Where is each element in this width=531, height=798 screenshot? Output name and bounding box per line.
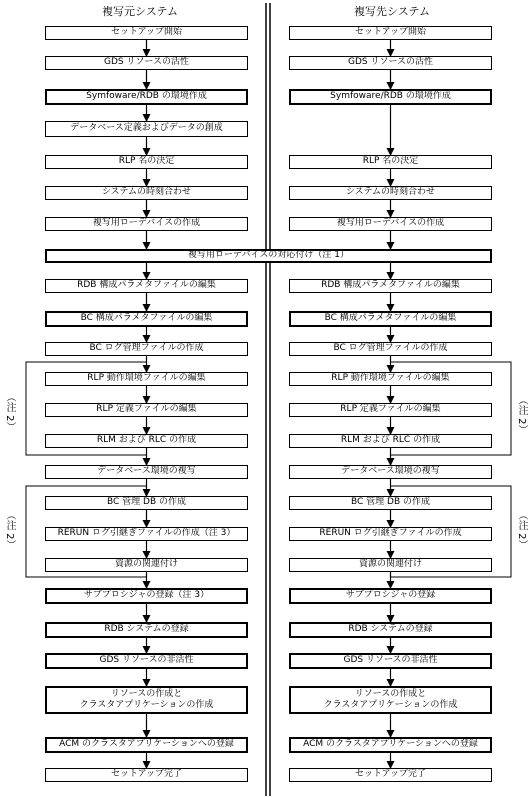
step-s17-source: RERUN ログ引継ぎファイルの作成（注 3） <box>45 527 248 541</box>
step-s18-source: 資源の関連付け <box>45 558 248 572</box>
step-s20-source: RDB システムの登録 <box>45 622 248 638</box>
step-s13-target: RLP 定義ファイルの編集 <box>289 403 492 417</box>
step-s6-target: システムの時刻合わせ <box>289 186 492 200</box>
step-s23-source: ACM のクラスタアプリケーションへの登録 <box>45 737 248 753</box>
step-s6-source: システムの時刻合わせ <box>45 186 248 200</box>
step-s14-source: RLM および RLC の作成 <box>45 434 248 448</box>
note-2-label-right-upper: （注 2） <box>516 395 527 435</box>
step-s17-target: RERUN ログ引継ぎファイルの作成 <box>289 527 492 541</box>
step-s2-source: GDS リソースの活性 <box>45 56 248 70</box>
step-s3-source: Symfoware/RDB の環境作成 <box>45 89 248 105</box>
step-s11-target: BC ログ管理ファイルの作成 <box>289 342 492 356</box>
step-s7-target: 複写用ローデバイスの作成 <box>289 217 492 231</box>
step-s9-target: RDB 構成パラメタファイルの編集 <box>289 279 492 293</box>
step-s12-target: RLP 動作環境ファイルの編集 <box>289 372 492 386</box>
step-s4-source: データベース定義およびデータの創成 <box>45 121 248 137</box>
step-s23-target: ACM のクラスタアプリケーションへの登録 <box>289 737 492 753</box>
step-s1-source: セットアップ開始 <box>45 26 248 40</box>
step-s15-target: データベース環境の複写 <box>289 465 492 479</box>
target-system-header: 複写先システム <box>354 5 430 18</box>
step-s2-target: GDS リソースの活性 <box>289 56 492 70</box>
step-s16-target: BC 管理 DB の作成 <box>289 496 492 510</box>
step-s21-source: GDS リソースの非活性 <box>45 653 248 669</box>
step-s18-target: 資源の関連付け <box>289 558 492 572</box>
source-system-header: 複写元システム <box>102 5 178 18</box>
system-divider <box>266 3 270 796</box>
step-s5-target: RLP 名の決定 <box>289 155 492 169</box>
step-s22-target: リソースの作成と クラスタアプリケーションの作成 <box>289 686 492 714</box>
step-s15-source: データベース環境の複写 <box>45 465 248 479</box>
step-s10-source: BC 構成パラメタファイルの編集 <box>45 311 248 327</box>
step-s19-target: サブプロシジャの登録 <box>289 588 492 604</box>
step-s21-target: GDS リソースの非活性 <box>289 653 492 669</box>
step-s12-source: RLP 動作環境ファイルの編集 <box>45 372 248 386</box>
step-s8-shared: 複写用ローデバイスの対応付け（注 1） <box>45 249 492 263</box>
step-s20-target: RDB システムの登録 <box>289 622 492 638</box>
step-s9-source: RDB 構成パラメタファイルの編集 <box>45 279 248 293</box>
step-s16-source: BC 管理 DB の作成 <box>45 496 248 510</box>
step-s7-source: 複写用ローデバイスの作成 <box>45 217 248 231</box>
step-s14-target: RLM および RLC の作成 <box>289 434 492 448</box>
note-2-label-left-lower: （注 2） <box>4 510 15 550</box>
note-2-label-left-upper: （注 2） <box>4 392 15 432</box>
step-s1-target: セットアップ開始 <box>289 26 492 40</box>
step-s3-target: Symfoware/RDB の環境作成 <box>289 89 492 105</box>
step-s22-source: リソースの作成と クラスタアプリケーションの作成 <box>45 686 248 714</box>
step-s10-target: BC 構成パラメタファイルの編集 <box>289 311 492 327</box>
step-s24-target: セットアップ完了 <box>289 768 492 782</box>
note-2-label-right-lower: （注 2） <box>516 510 527 550</box>
step-s11-source: BC ログ管理ファイルの作成 <box>45 342 248 356</box>
step-s13-source: RLP 定義ファイルの編集 <box>45 403 248 417</box>
step-s24-source: セットアップ完了 <box>45 768 248 782</box>
step-s5-source: RLP 名の決定 <box>45 155 248 169</box>
step-s19-source: サブプロシジャの登録（注 3） <box>45 588 248 604</box>
